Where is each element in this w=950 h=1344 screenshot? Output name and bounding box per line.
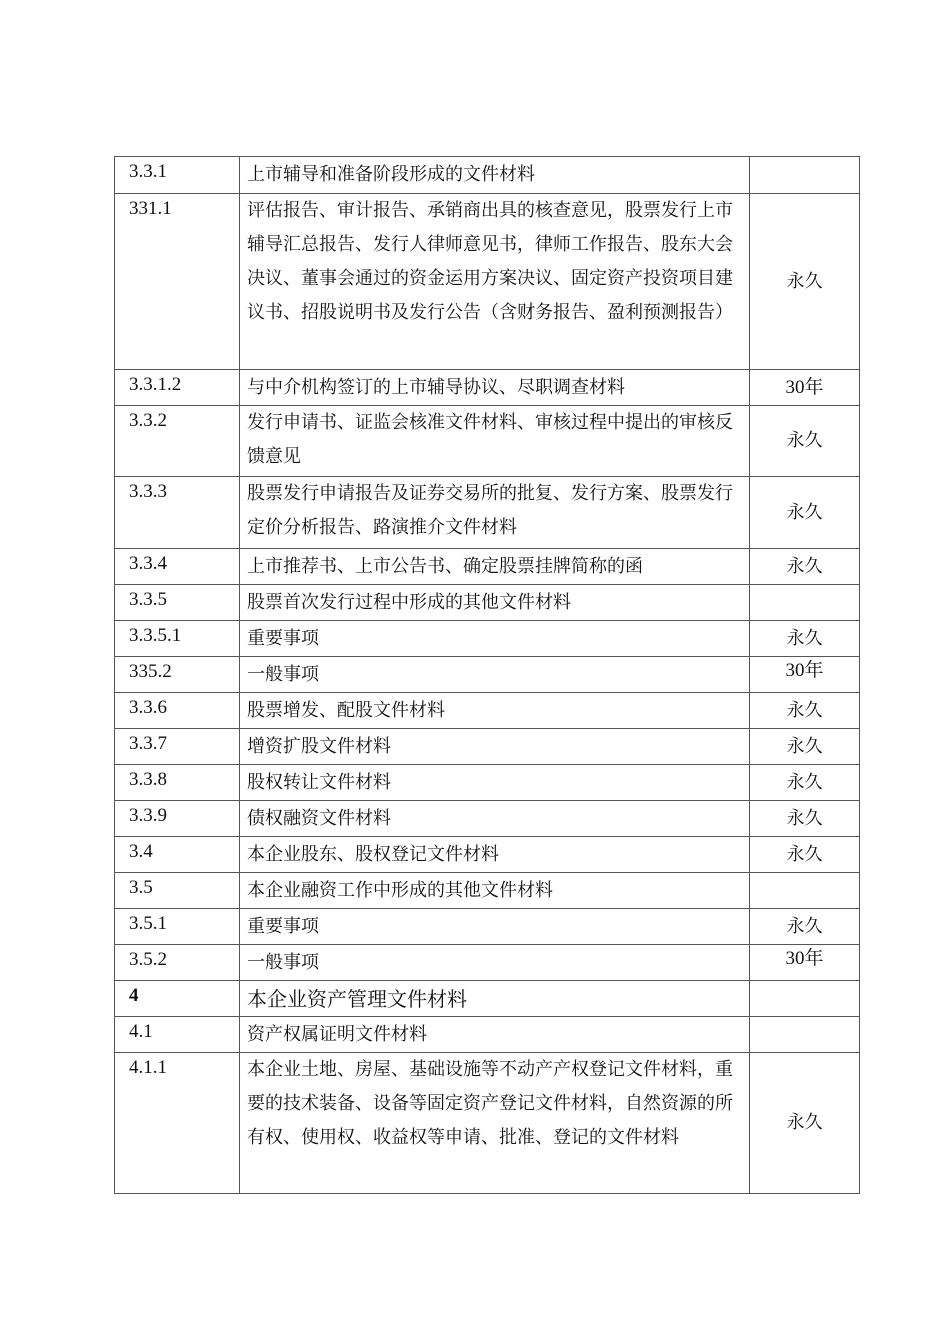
row-code: 4.1.1 [115, 1053, 240, 1194]
row-code: 335.2 [115, 657, 240, 693]
table-row [115, 370, 860, 406]
row-code: 3.3.4 [115, 549, 240, 585]
row-description: 评估报告、审计报告、承销商出具的核查意见，股票发行上市辅导汇总报告、发行人律师意见书，律师工作报告、股东大会决议、董事会通过的资金运用方案决议、固定资产投资项目建议书、招股说明书及发行公告（含财务报告、盈利预测报告） [240, 194, 750, 370]
row-retention-period: 永久 [750, 729, 860, 765]
row-description: 上市推荐书、上市公告书、确定股票挂牌简称的函 [240, 549, 750, 585]
retention-schedule-table [114, 156, 860, 1194]
table-row [115, 477, 860, 549]
row-retention-period [750, 585, 860, 621]
table-row [115, 801, 860, 837]
row-retention-period: 永久 [750, 765, 860, 801]
row-description: 股票发行申请报告及证券交易所的批复、发行方案、股票发行定价分析报告、路演推介文件材料 [240, 477, 750, 549]
row-code: 3.3.1 [115, 157, 240, 194]
row-code: 4.1 [115, 1017, 240, 1053]
row-code: 3.4 [115, 837, 240, 873]
row-description: 重要事项 [240, 909, 750, 945]
table-row [115, 981, 860, 1017]
row-retention-period: 永久 [750, 406, 860, 477]
row-code: 3.3.7 [115, 729, 240, 765]
table-row [115, 1053, 860, 1194]
table-row [115, 194, 860, 370]
row-code: 4 [115, 981, 240, 1017]
row-retention-period: 永久 [750, 909, 860, 945]
row-retention-period: 永久 [750, 837, 860, 873]
row-description: 增资扩股文件材料 [240, 729, 750, 765]
row-description: 债权融资文件材料 [240, 801, 750, 837]
row-description: 一般事项 [240, 945, 750, 981]
row-retention-period [750, 981, 860, 1017]
row-description: 上市辅导和准备阶段形成的文件材料 [240, 157, 750, 194]
table-row [115, 549, 860, 585]
row-code: 3.5.1 [115, 909, 240, 945]
row-code: 3.3.2 [115, 406, 240, 477]
row-description: 股权转让文件材料 [240, 765, 750, 801]
row-retention-period: 永久 [750, 549, 860, 585]
row-retention-period [750, 873, 860, 909]
row-description: 本企业资产管理文件材料 [240, 981, 750, 1017]
row-retention-period: 永久 [750, 693, 860, 729]
row-description: 本企业股东、股权登记文件材料 [240, 837, 750, 873]
row-code: 3.3.5.1 [115, 621, 240, 657]
row-code: 3.3.6 [115, 693, 240, 729]
row-code: 3.3.3 [115, 477, 240, 549]
row-retention-period [750, 945, 860, 981]
row-retention-period [750, 1017, 860, 1053]
row-description: 与中介机构签订的上市辅导协议、尽职调查材料 [240, 370, 750, 406]
row-description: 一般事项 [240, 657, 750, 693]
retention-period-value: 30年 [785, 948, 824, 969]
retention-period-value: 30年 [785, 376, 824, 398]
row-description: 本企业土地、房屋、基础设施等不动产产权登记文件材料，重要的技术装备、设备等固定资产登记文件材料，自然资源的所有权、使用权、收益权等申请、批准、登记的文件材料 [240, 1053, 750, 1194]
row-description: 重要事项 [240, 621, 750, 657]
table-row [115, 873, 860, 909]
row-retention-period [750, 657, 860, 693]
table-row [115, 1017, 860, 1053]
row-retention-period: 永久 [750, 194, 860, 370]
row-description: 发行申请书、证监会核准文件材料、审核过程中提出的审核反馈意见 [240, 406, 750, 477]
row-code: 3.3.1.2 [115, 370, 240, 406]
table-row [115, 693, 860, 729]
row-retention-period: 永久 [750, 477, 860, 549]
table-row [115, 406, 860, 477]
row-code: 331.1 [115, 194, 240, 370]
table-row [115, 157, 860, 194]
table-row [115, 621, 860, 657]
row-description: 本企业融资工作中形成的其他文件材料 [240, 873, 750, 909]
retention-period-value: 30年 [785, 660, 824, 681]
row-description: 资产权属证明文件材料 [240, 1017, 750, 1053]
table-row [115, 909, 860, 945]
table-row [115, 837, 860, 873]
row-retention-period: 永久 [750, 621, 860, 657]
table-row [115, 765, 860, 801]
row-code: 3.3.9 [115, 801, 240, 837]
table-row [115, 945, 860, 981]
table-row [115, 729, 860, 765]
row-retention-period: 永久 [750, 1053, 860, 1194]
row-retention-period [750, 370, 860, 406]
row-code: 3.5.2 [115, 945, 240, 981]
table-row [115, 657, 860, 693]
table-row [115, 585, 860, 621]
row-retention-period: 永久 [750, 801, 860, 837]
row-code: 3.3.5 [115, 585, 240, 621]
row-description: 股票增发、配股文件材料 [240, 693, 750, 729]
row-code: 3.5 [115, 873, 240, 909]
row-description: 股票首次发行过程中形成的其他文件材料 [240, 585, 750, 621]
row-code: 3.3.8 [115, 765, 240, 801]
row-retention-period [750, 157, 860, 194]
